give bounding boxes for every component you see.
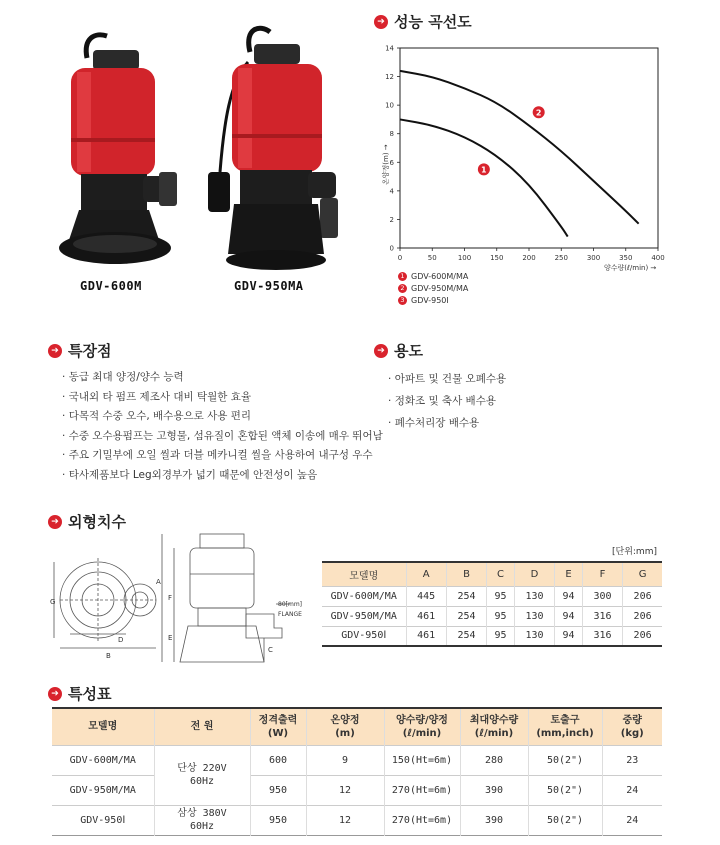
cell-model: GDV-600M/MA [52,745,154,775]
cell: 95 [487,606,515,626]
y-tick-label: 14 [385,44,394,53]
flange-label: FLANGE [278,611,302,618]
col-header [384,708,460,745]
x-tick-label: 0 [397,254,403,262]
col-header-unit: (m) [335,727,355,739]
cell: 94 [555,606,583,626]
col-header: G [623,562,662,586]
col-header: C [487,562,515,586]
feature-item: · 국내외 타 펌프 제조사 대비 탁월한 효율 [62,388,383,408]
flange-size-label: 80[mm] [278,601,303,608]
col-header [460,708,528,745]
feature-item: · 수중 오수용펌프는 고형물, 섬유질이 혼합된 액체 이송에 매우 뛰어남 [62,427,383,447]
cell: 316 [582,606,622,626]
product-label-gdv-950ma: GDV-950MA [234,279,304,293]
dimensions-title: 외형치수 [68,513,126,531]
table-header-row [52,708,662,745]
cell-output: 600 [250,745,306,775]
col-header-label: 전 원 [190,721,214,733]
usage-list [388,368,506,434]
chart-xlabel: 양수량(ℓ/min) → [604,264,657,272]
cell-flow: 270(Ht=6m) [384,775,460,805]
col-header: E [555,562,583,586]
dimensions-table [322,561,662,647]
product-label-gdv-600m: GDV-600M [80,279,142,293]
col-header [52,708,154,745]
legend-number-badge: 1 [398,272,407,281]
cell-max: 390 [460,805,528,835]
table-row [322,626,662,646]
performance-heading [374,11,472,32]
cell-output: 950 [250,775,306,805]
col-header-label: 온양정 [330,714,360,726]
y-tick-label: 12 [385,73,394,82]
cell: 130 [514,626,554,646]
cell-flow: 270(Ht=6m) [384,805,460,835]
cell-head: 9 [306,745,384,775]
pump-image-gdv-950ma [200,22,350,274]
table-row [322,586,662,606]
cell: GDV-950M/MA [322,606,406,626]
cell-outlet: 50(2") [528,775,602,805]
usage-item: · 정화조 및 축사 배수용 [388,390,506,412]
cell-weight: 24 [602,775,662,805]
y-tick-label: 6 [389,158,394,167]
dim-label-b: B [106,652,111,660]
dimension-drawing [50,528,312,670]
col-header-label: 모델명 [88,721,118,733]
power-voltage: 단상 220V [177,763,227,774]
col-header-unit: (mm,inch) [536,727,594,739]
section-arrow-icon: ➔ [48,515,62,529]
table-row [52,775,662,805]
series-line-2 [400,71,639,224]
legend-item [398,294,468,306]
y-tick-label: 2 [389,215,394,224]
feature-item: · 주요 기밀부에 오일 씰과 더블 메카니컬 씰을 사용하여 내구성 우수 [62,446,383,466]
cell: 130 [514,606,554,626]
dim-label-c: C [268,646,273,654]
specs-title: 특성표 [68,685,112,703]
chart-plot-frame [400,48,658,248]
cell: 445 [406,586,446,606]
cell: 130 [514,586,554,606]
features-heading [48,340,111,361]
dim-label-g: G [50,598,56,606]
col-header: 모델명 [322,562,406,586]
cell: 94 [555,626,583,646]
power-frequency: 60Hz [189,776,215,787]
chart-legend [398,270,468,306]
col-header-unit: (ℓ/min) [474,727,514,739]
col-header-unit: (kg) [620,727,644,739]
col-header [528,708,602,745]
usage-title: 용도 [394,342,423,360]
table-row [52,745,662,775]
curve-marker-label: 1 [481,165,487,175]
feature-item: · 동급 최대 양정/양수 능력 [62,368,383,388]
unit-label: [단위:mm] [612,547,657,557]
usage-item: · 아파트 및 건물 오폐수용 [388,368,506,390]
cell: 254 [446,606,486,626]
y-tick-label: 10 [385,101,394,110]
col-header-unit: (ℓ/min) [402,727,442,739]
x-tick-label: 50 [427,254,437,262]
col-header: F [582,562,622,586]
section-arrow-icon: ➔ [374,344,388,358]
dim-label-a: A [156,578,161,586]
legend-label: GDV-950Ⅰ [411,295,449,305]
cell-head: 12 [306,805,384,835]
chart-ylabel: 온양정(m) → [382,144,390,185]
cell: 94 [555,586,583,606]
cell-outlet: 50(2") [528,745,602,775]
features-title: 특장점 [68,342,112,360]
col-header: B [446,562,486,586]
cell: 461 [406,606,446,626]
col-header [306,708,384,745]
dim-label-e: E [168,634,173,642]
x-tick-label: 350 [619,254,633,262]
cell: 95 [487,586,515,606]
section-arrow-icon: ➔ [48,687,62,701]
legend-number-badge: 2 [398,284,407,293]
cell: 300 [582,586,622,606]
y-tick-label: 4 [389,187,394,196]
col-header: D [514,562,554,586]
cell-output: 950 [250,805,306,835]
cell-flow: 150(Ht=6m) [384,745,460,775]
x-tick-label: 250 [554,254,568,262]
cell-model: GDV-950Ⅰ [52,805,154,835]
y-tick-label: 0 [389,244,394,253]
table-row [52,805,662,835]
cell-weight: 23 [602,745,662,775]
cell: 461 [406,626,446,646]
cell-model: GDV-950M/MA [52,775,154,805]
cell: GDV-950Ⅰ [322,626,406,646]
section-arrow-icon: ➔ [374,15,388,29]
feature-item: · 타사제품보다 Leg외경부가 넓기 때문에 안전성이 높음 [62,466,383,486]
cell: 316 [582,626,622,646]
cell: 206 [623,606,662,626]
col-header-label: 양수량/양정 [396,714,448,726]
cell-max: 390 [460,775,528,805]
legend-label: GDV-600M/MA [411,271,469,281]
feature-item: · 다목적 수중 오수, 배수용으로 사용 편리 [62,407,383,427]
col-header-unit: (W) [267,727,289,739]
x-tick-label: 100 [457,254,472,262]
cell: 206 [623,586,662,606]
x-tick-label: 300 [586,254,601,262]
col-header-label: 토출구 [550,714,580,726]
pump-image-gdv-600m [55,28,185,273]
usage-item: · 폐수처리장 배수용 [388,412,506,434]
cell-weight: 24 [602,805,662,835]
performance-title: 성능 곡선도 [394,13,472,31]
cell: 206 [623,626,662,646]
cell-head: 12 [306,775,384,805]
dim-label-f: F [168,594,173,602]
specs-heading [48,683,111,704]
features-list [62,368,383,485]
power-voltage: 삼상 380V [177,808,227,819]
cell-power [154,805,250,835]
cell: 95 [487,626,515,646]
y-tick-label: 8 [389,130,394,139]
col-header: A [406,562,446,586]
cell: 254 [446,586,486,606]
specs-table [52,707,662,836]
section-arrow-icon: ➔ [48,344,62,358]
x-tick-label: 200 [522,254,536,262]
usage-heading [374,340,423,361]
col-header-label: 최대양수량 [469,714,519,726]
col-header-label: 중량 [622,714,642,726]
power-frequency: 60Hz [189,821,215,832]
cell-power [154,745,250,805]
x-tick-label: 400 [651,254,665,262]
legend-item [398,270,468,282]
cell: GDV-600M/MA [322,586,406,606]
table-header-row [322,562,662,586]
col-header [602,708,662,745]
dim-label-d: D [118,636,124,644]
legend-number-badge: 3 [398,296,407,305]
x-tick-label: 150 [490,254,504,262]
col-header-label: 정격출력 [258,714,298,726]
curve-marker-label: 2 [535,108,542,118]
col-header [250,708,306,745]
col-header [154,708,250,745]
performance-chart [374,40,674,278]
cell: 254 [446,626,486,646]
cell-max: 280 [460,745,528,775]
cell-outlet: 50(2") [528,805,602,835]
table-row [322,606,662,626]
legend-label: GDV-950M/MA [411,283,469,293]
legend-item [398,282,468,294]
